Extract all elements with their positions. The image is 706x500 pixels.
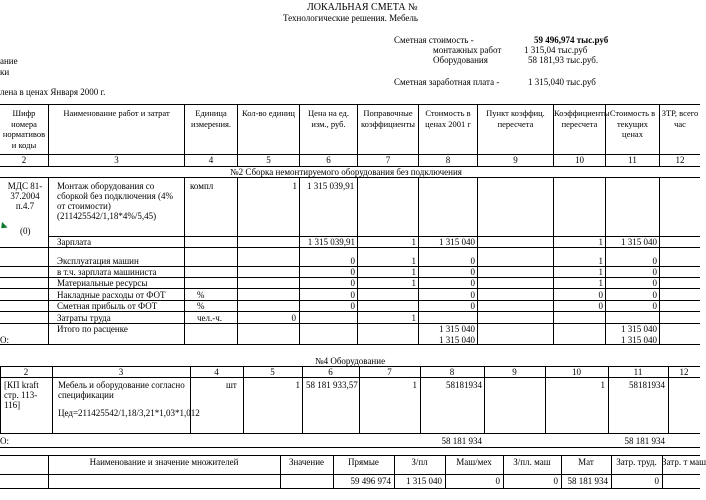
summary-header: Мат [578,457,594,467]
section4-sum-cost: 58 181 934 [441,436,482,446]
col-num: 11 [605,155,659,166]
header-unit: Единица измерения. [184,105,237,154]
row-kp: 1 [598,267,603,277]
document-subtitle: Технологические решения. Мебель [283,13,419,23]
summary-header: Значение [288,457,325,467]
section2-sum-cost: 1 315 040 [439,335,475,345]
row-kp: 1 [598,278,603,288]
cost-value: 59 496,974 тыс.руб [534,35,609,45]
row-kp: 1 [598,237,603,247]
section4-price: 58 181 933,57 [306,380,358,390]
row-current: 0 [652,301,657,311]
row-kp: 1 [598,256,603,266]
summary-header: Наименование и значение множителей [89,457,239,467]
col-num: 8 [418,155,477,166]
section4-kp: 1 [600,380,605,390]
row-current: 1 315 040 [621,237,657,247]
left-fragment-1: ание [0,56,18,66]
row-k: 1 [411,256,416,266]
summary-header: З/пл [411,457,428,467]
row-name: Накладные расходы от ФОТ [57,290,166,300]
cost-label: Сметная стоимость - [394,35,474,45]
row-cost: 0 [470,278,475,288]
col-num: 6 [299,155,357,166]
section4-name: Мебель и оборудование согласно спецификации [58,380,185,400]
section2-code-sub: (0) [20,226,31,236]
summary-value: 0 [495,476,500,486]
equip-value: 58 181,93 тыс.руб. [528,55,599,65]
row-name: в т.ч. зарплата машиниста [57,267,157,277]
col-num: 5 [237,155,299,166]
row-current: 0 [652,256,657,266]
summary-header: Затр. т маш [662,457,706,467]
summary-header: З/пл. маш [513,457,551,467]
row-name: Затраты труда [57,313,111,323]
section4-col-num: 12 [679,367,689,377]
row-cost: 0 [470,267,475,277]
total-cost: 1 315 040 [439,324,475,334]
row-unit: чел.-ч. [197,313,223,323]
row-cost: 0 [470,301,475,311]
header-current-cost: Стоимость в текущих ценах [605,105,659,154]
summary-header: Маш/мех [456,457,492,467]
row-cost: 0 [470,256,475,266]
section4-col-num: 4 [214,367,219,377]
document-title: ЛОКАЛЬНАЯ СМЕТА № [307,2,418,13]
row-cost: 0 [470,290,475,300]
section4-col-num: 10 [572,367,581,377]
row-price: 0 [350,290,355,300]
header-cost2001: Стоимость в ценах 2001 г [418,105,477,154]
row-price: 0 [350,256,355,266]
row-current: 0 [652,290,657,300]
wage-value: 1 315,040 тыс.руб [528,77,596,87]
section2-sum-label: О: [0,335,9,345]
row-name: Эксплуатация машин [57,256,139,266]
row-k: 1 [411,237,416,247]
row-kp: 0 [598,301,603,311]
summary-header: Затр. труд. [616,457,657,467]
header-coef: Поправочные коэффициенты [357,105,418,154]
section4-title: №4 Оборудование [315,356,386,366]
install-value: 1 315,04 тыс.руб [524,45,588,55]
section4-sum-label: О: [0,436,9,446]
header-ztr: ЗТР, всего час [659,105,700,154]
section4-col-num: 11 [633,367,643,377]
section4-sum-current: 58 181 934 [624,436,665,446]
header-recalc-point: Пункт коэффиц. пересчета [477,105,553,154]
section4-formula: Цед=211425542/1,18/3,21*1,03*1,012 [58,408,200,418]
section2-title: №2 Сборка немонтируемого оборудования без подключения [230,167,462,177]
row-price: 0 [350,301,355,311]
section4-col-num: 6 [328,367,333,377]
summary-value: 1 315 040 [406,476,442,486]
row-qty: 0 [291,313,296,323]
left-fragment-3: лена в ценах Января 2000 г. [0,87,106,97]
row-cost: 1 315 040 [439,237,475,247]
row-k: 1 [411,313,416,323]
total-current: 1 315 040 [621,324,657,334]
section4-col-num: 3 [118,367,124,377]
section2-name: Монтаж оборудования со сборкой без подключения (4% от стоимости) (211425542/1,18*4%/5,45) [57,181,173,221]
summary-value: 0 [553,476,558,486]
section2-price: 1 315 039,91 [307,181,355,191]
install-label: монтажных работ [433,45,502,55]
col-num: 2 [21,155,27,165]
section4-col-num: 2 [23,367,29,377]
header-code: Шифр номера нормативов и коды [2,108,46,150]
section2-qty: 1 [292,181,297,191]
section4-qty: 1 [295,380,300,390]
row-current: 0 [652,278,657,288]
row-unit: % [197,290,205,300]
section4-code: [КП kraft стр. 113-116] [4,380,39,410]
header-price: Цена на ед. изм., руб. [299,105,357,154]
section2-sum-current: 1 315 040 [621,335,657,345]
row-k: 1 [411,278,416,288]
section4-k: 1 [412,380,417,390]
summary-value: 58 181 934 [567,476,608,486]
col-num: 7 [357,155,418,166]
summary-value: 59 496 974 [350,476,391,486]
header-recalc-coef: Коэффициенты пересчета [553,105,605,154]
section2-code: МДС 81-37.2004 п.4.7 [7,181,43,211]
col-num: 12 [659,155,700,166]
wage-label: Сметная заработная плата - [394,77,500,87]
section4-col-num: 9 [512,367,517,377]
section4-cost: 58181934 [446,380,482,390]
section4-col-num: 5 [270,367,275,377]
header-qty: Кол-во единиц [237,105,299,154]
row-k: 1 [411,267,416,277]
section4-col-num: 7 [387,367,392,377]
row-name: Зарплата [57,237,92,247]
total-label: Итого по расценке [57,324,128,334]
row-kp: 0 [598,290,603,300]
header-name: Наименование работ и затрат [48,105,184,154]
row-price: 1 315 039,91 [307,237,355,247]
row-price: 0 [350,267,355,277]
col-num: 4 [184,155,237,166]
row-current: 0 [652,267,657,277]
comment-marker-icon [0,222,8,231]
section4-current: 58181934 [629,380,665,390]
left-fragment-2: ки [0,67,10,77]
section2-unit: компл [190,181,214,191]
col-num: 10 [553,155,605,166]
col-num: 9 [477,155,553,166]
row-name: Сметная прибыль от ФОТ [57,301,158,311]
col-num: 3 [48,155,184,166]
row-name: Материальные ресурсы [57,278,148,288]
row-unit: % [197,301,205,311]
section4-unit: шт [226,380,237,390]
row-price: 0 [350,278,355,288]
equip-label: Оборудования [433,55,488,65]
section4-col-num: 8 [449,367,455,377]
summary-header: Прямые [348,457,379,467]
summary-value: 0 [654,476,659,486]
